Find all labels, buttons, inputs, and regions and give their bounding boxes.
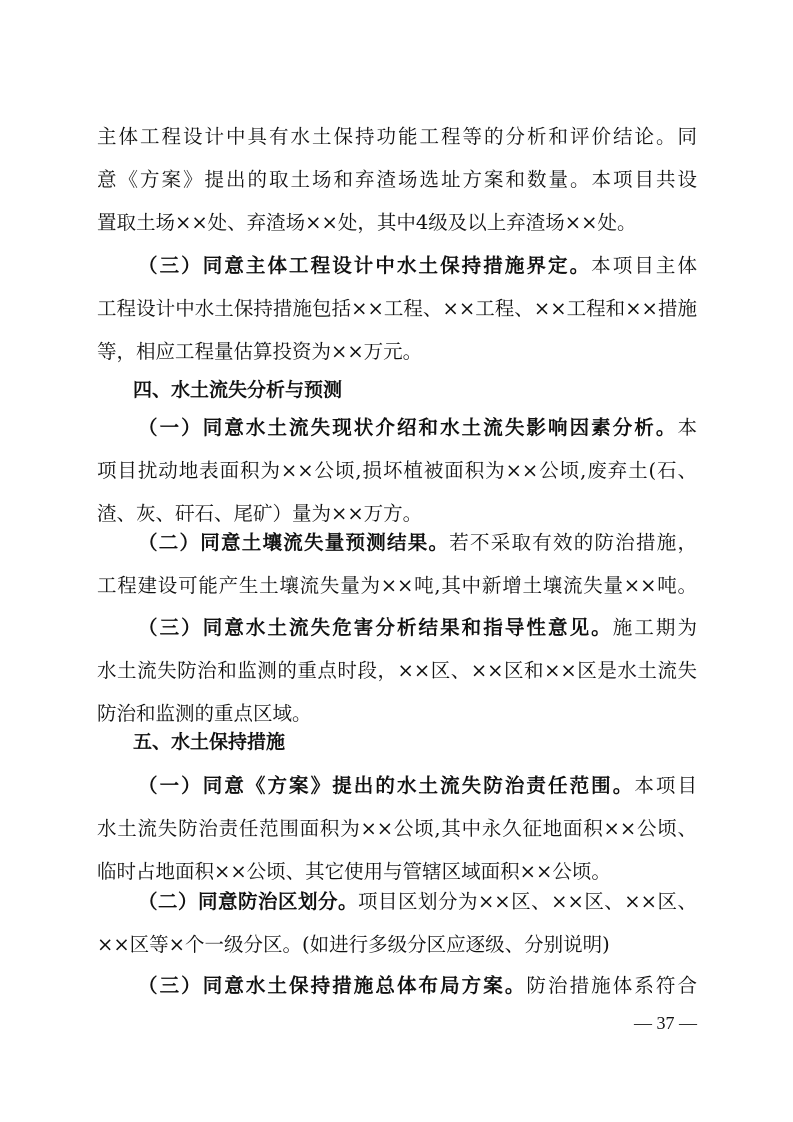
body-line: 工程建设可能产生土壤流失量为××吨,其中新增土壤流失量××吨。 (97, 574, 697, 597)
body-line: 临时占地面积××公顷、其它使用与管辖区域面积××公顷。 (97, 860, 611, 883)
paragraph-lead: （三）同意水土保持措施总体布局方案。 (138, 974, 527, 997)
body-line: 工程设计中水土保持措施包括××工程、××工程、××工程和××措施 (97, 297, 697, 320)
body-line: 项目扰动地表面积为××公顷,损坏植被面积为××公顷,废弃土(石、 (97, 459, 697, 482)
body-line: 等，相应工程量估算投资为××万元。 (97, 340, 423, 363)
paragraph-line: （三）同意主体工程设计中水土保持措施界定。本项目主体 (138, 254, 697, 277)
paragraph-lead: （一）同意水土流失现状介绍和水土流失影响因素分析。 (138, 416, 678, 439)
body-line: 水土流失防治责任范围面积为××公顷,其中永久征地面积××公顷、 (97, 817, 697, 840)
body-line: 意《方案》提出的取土场和弃渣场选址方案和数量。本项目共设 (97, 168, 697, 191)
paragraph-line: （一）同意《方案》提出的水土流失防治责任范围。本项目 (138, 774, 697, 797)
paragraph-line: （二）同意防治区划分。项目区划分为××区、××区、××区、 (138, 890, 697, 913)
paragraph-lead: （三）同意主体工程设计中水土保持措施界定。 (138, 254, 592, 277)
body-line: 防治和监测的重点区域。 (97, 702, 312, 725)
paragraph-lead: （二）同意土壤流失量预测结果。 (138, 531, 450, 554)
paragraph-line: （三）同意水土流失危害分析结果和指导性意见。施工期为 (138, 616, 697, 639)
page-number: — 37 — (634, 1013, 697, 1033)
body-line: 置取土场××处、弃渣场××处，其中4级及以上弃渣场××处。 (97, 211, 637, 234)
body-line: 渣、灰、矸石、尾矿）量为××万方。 (97, 502, 423, 525)
paragraph-line: （一）同意水土流失现状介绍和水土流失影响因素分析。本 (138, 416, 697, 439)
body-line: 水土流失防治和监测的重点时段，××区、××区和××区是水土流失 (97, 659, 697, 682)
body-line: ××区等×个一级分区。(如进行多级分区应逐级、分别说明) (97, 933, 610, 956)
section-heading: 四、水土流失分析与预测 (133, 379, 343, 401)
paragraph-line: （二）同意土壤流失量预测结果。若不采取有效的防治措施， (138, 531, 697, 554)
paragraph-lead: （一）同意《方案》提出的水土流失防治责任范围。 (138, 774, 635, 797)
section-heading: 五、水土保持措施 (133, 731, 286, 753)
body-line: 主体工程设计中具有水土保持功能工程等的分析和评价结论。同 (97, 125, 697, 148)
paragraph-lead: （二）同意防治区划分。 (138, 890, 358, 913)
paragraph-lead: （三）同意水土流失危害分析结果和指导性意见。 (138, 616, 613, 639)
paragraph-line: （三）同意水土保持措施总体布局方案。防治措施体系符合 (138, 974, 697, 997)
